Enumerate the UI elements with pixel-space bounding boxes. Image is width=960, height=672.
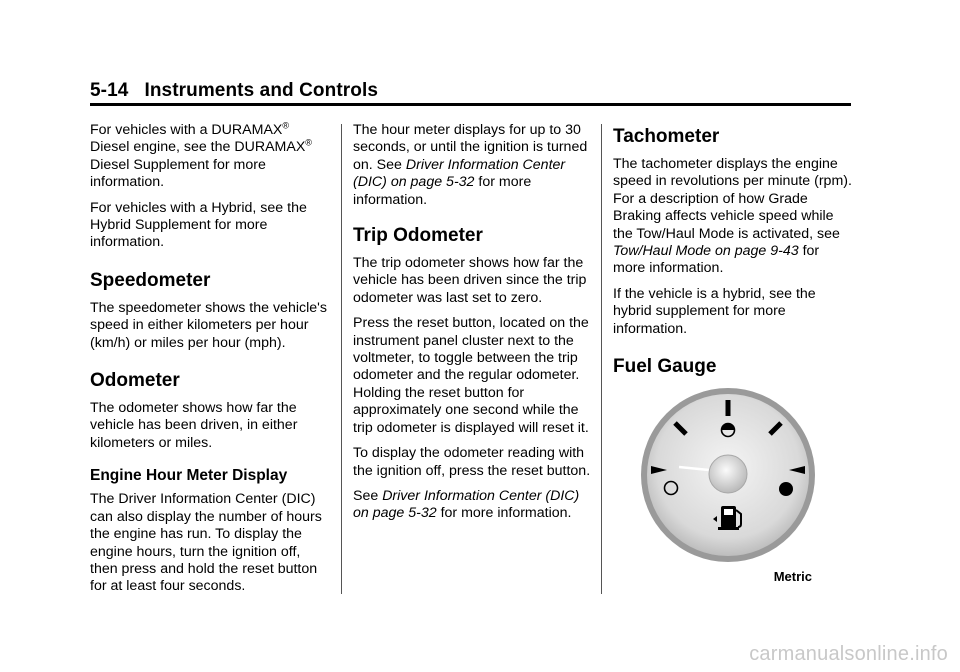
tow-haul-link[interactable]: Tow/Haul Mode on page 9-43 [613,243,799,260]
column-divider [341,124,342,594]
column-1 [90,122,330,604]
trip-text-4: See Driver Information Center (DIC) on page 5-32 for more information. [353,487,580,522]
trip-odometer-heading: Trip Odometer [353,225,483,247]
odometer-text: The odometer shows how far the vehicle has been driven, in either kilometers or miles. [90,400,298,451]
odometer-heading: Odometer [90,370,180,392]
engine-hour-heading: Engine Hour Meter Display [90,467,288,485]
dic-link[interactable]: Driver Information Center (DIC) on page 5-32 [353,156,566,191]
column-3 [613,122,853,585]
column-divider [601,124,602,594]
duramax-paragraph: For vehicles with a DURAMAX® Diesel engine, see the DURAMAX® Diesel Supplement for more information. [90,120,312,191]
trip-text-2: Press the reset button, located on the instrument panel cluster next to the voltmeter, to toggle between the trip odometer and the regular odometer. Holding the reset button for approximately one second while the trip odometer is displayed will reset it. [353,315,589,436]
gauge-caption-wrap [613,568,853,585]
section-title: Instruments and Controls [144,80,379,101]
gauge-caption: Metric [773,569,812,585]
speedometer-text: The speedometer shows the vehicle's speed in either kilometers per hour (km/h) or miles per hour (mph). [90,299,327,351]
watermark: carmanualsonline.info [749,643,948,665]
column-2 [353,122,591,531]
hour-meter-paragraph: The hour meter displays for up to 30 seconds, or until the ignition is turned on. See Driver Information Center (DIC) on page 5-32 for more information. [353,122,588,208]
tachometer-heading: Tachometer [613,126,720,147]
dic-link[interactable]: Driver Information Center (DIC) on page 5-32 [353,487,580,522]
page-number: 5-14 [90,80,129,101]
trip-text-3: To display the odometer reading with the ignition off, press the reset button. [353,445,591,479]
header-rule [90,103,851,106]
fuel-gauge-heading: Fuel Gauge [613,356,717,378]
page-header [90,80,850,102]
trip-text-1: The trip odometer shows how far the vehicle has been driven since the trip odometer was last set to zero. [353,255,587,306]
speedometer-heading: Speedometer [90,269,211,291]
engine-hour-text: The Driver Information Center (DIC) can also display the number of hours the engine has run. To display the engine hours, turn the ignition off, then press and hold the reset button for at least four seconds. [90,491,322,595]
full-marker [779,482,793,496]
tachometer-text-2: If the vehicle is a hybrid, see the hybrid supplement for more information. [613,285,816,337]
hybrid-paragraph: For vehicles with a Hybrid, see the Hybrid Supplement for more information. [90,199,307,251]
fuel-gauge-illustration [639,386,817,564]
gauge-hub [709,455,747,493]
tachometer-text-1: The tachometer displays the engine speed in revolutions per minute (rpm). For a description of how Grade Braking affects vehicle speed while the Tow/Haul Mode is activated, see Tow/Haul Mode on page 9-43 for more information. [613,156,852,277]
fuel-gauge-figure [613,386,853,585]
